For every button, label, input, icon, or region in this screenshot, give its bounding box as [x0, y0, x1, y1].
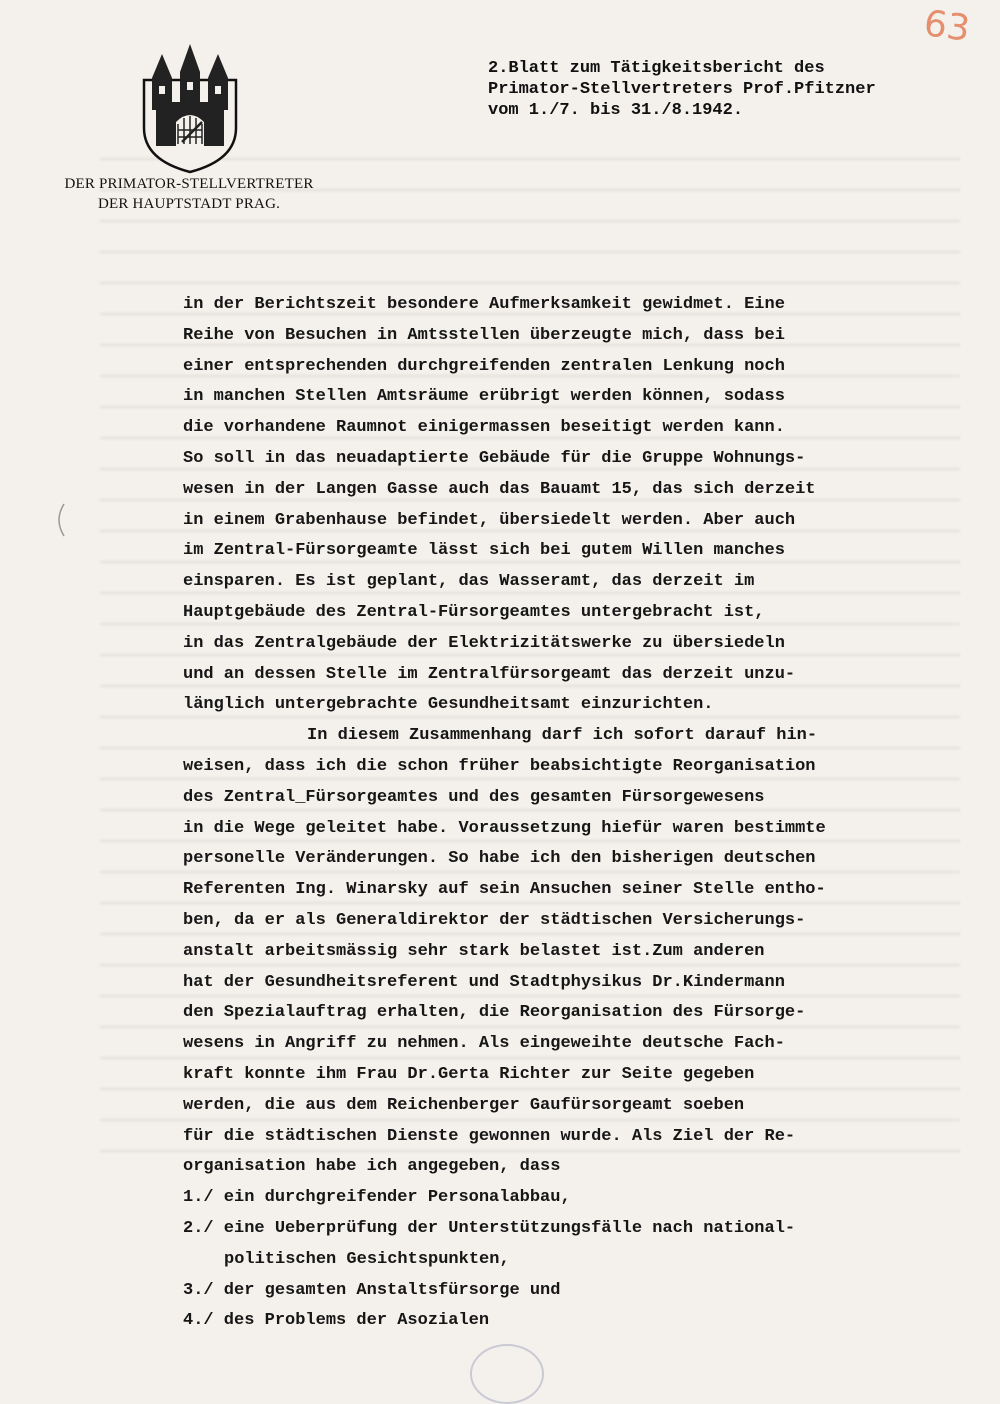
handwritten-page-number: 63 — [921, 3, 973, 50]
body-line: in das Zentralgebäude der Elektrizitätswerke zu übersiedeln — [183, 633, 785, 653]
margin-mark-icon — [50, 500, 70, 540]
header-line-3: vom 1./7. bis 31./8.1942. — [488, 101, 744, 120]
body-line: kraft konnte ihm Frau Dr.Gerta Richter zur Seite gegeben — [183, 1064, 755, 1084]
body-line: in der Berichtszeit besondere Aufmerksamkeit gewidmet. Eine — [183, 295, 785, 314]
paragraph-start-line: In diesem Zusammenhang darf ich sofort darauf hin- — [307, 726, 818, 746]
list-item-continuation: politischen Gesichtspunkten, — [224, 1249, 510, 1269]
body-line: wesen in der Langen Gasse auch das Bauamt 15, das sich derzeit — [183, 479, 816, 499]
header-line-2: Primator-Stellvertreters Prof.Pfitzner — [488, 80, 876, 99]
prague-coat-of-arms-icon — [138, 40, 242, 174]
body-line: Hauptgebäude des Zentral-Fürsorgeamtes untergebracht ist, — [183, 602, 765, 622]
body-line: Referenten Ing. Winarsky auf sein Ansuchen seiner Stelle entho- — [183, 880, 826, 900]
body-line: für die städtischen Dienste gewonnen wurde. Als Ziel der Re- — [183, 1126, 796, 1146]
body-line: ben, da er als Generaldirektor der städtischen Versicherungs- — [183, 910, 806, 930]
body-line: im Zentral-Fürsorgeamte lässt sich bei gutem Willen manches — [183, 541, 785, 561]
faint-stamp — [470, 1344, 544, 1404]
body-line: hat der Gesundheitsreferent und Stadtphysikus Dr.Kindermann — [183, 972, 785, 992]
authority-line-1: DER PRIMATOR-STELLVERTRETER — [64, 176, 314, 192]
header-line-1: 2.Blatt zum Tätigkeitsbericht des — [488, 59, 825, 78]
body-line: weisen, dass ich die schon früher beabsichtigte Reorganisation — [183, 756, 816, 776]
body-line: einer entsprechenden durchgreifenden zentralen Lenkung noch — [183, 356, 785, 376]
list-item: 2./ eine Ueberprüfung der Unterstützungsfälle nach national- — [183, 1218, 796, 1238]
body-line: in die Wege geleitet habe. Voraussetzung hiefür waren bestimmte — [183, 818, 826, 838]
body-line: Reihe von Besuchen in Amtsstellen überzeugte mich, dass bei — [183, 325, 785, 345]
body-line: länglich untergebrachte Gesundheitsamt einzurichten. — [183, 695, 714, 715]
body-line: und an dessen Stelle im Zentralfürsorgeamt das derzeit unzu- — [183, 664, 796, 684]
report-body — [183, 290, 963, 1337]
body-line: einsparen. Es ist geplant, das Wasseramt, das derzeit im — [183, 572, 755, 592]
body-line: werden, die aus dem Reichenberger Gaufürsorgeamt soeben — [183, 1095, 745, 1115]
issuing-authority — [30, 174, 348, 214]
list-item: 4./ des Problems der Asozialen — [183, 1311, 490, 1331]
list-item: 3./ der gesamten Anstaltsfürsorge und — [183, 1280, 561, 1300]
body-line: personelle Veränderungen. So habe ich den bisherigen deutschen — [183, 849, 816, 869]
report-header — [488, 58, 876, 121]
body-line: anstalt arbeitsmässig sehr stark belastet ist.Zum anderen — [183, 941, 765, 961]
body-line: wesens in Angriff zu nehmen. Als eingeweihte deutsche Fach- — [183, 1034, 785, 1054]
body-line: So soll in das neuadaptierte Gebäude für die Gruppe Wohnungs- — [183, 448, 806, 468]
list-item: 1./ ein durchgreifender Personalabbau, — [183, 1188, 571, 1208]
body-line: den Spezialauftrag erhalten, die Reorganisation des Fürsorge- — [183, 1003, 806, 1023]
body-line: die vorhandene Raumnot einigermassen beseitigt werden kann. — [183, 418, 785, 438]
body-line: organisation habe ich angegeben, dass — [183, 1157, 561, 1177]
body-line: des Zentral_Fürsorgeamtes und des gesamten Fürsorgewesens — [183, 787, 765, 807]
authority-line-2: DER HAUPTSTADT PRAG. — [97, 196, 281, 212]
body-line: in manchen Stellen Amtsräume erübrigt werden können, sodass — [183, 387, 785, 407]
body-line: in einem Grabenhause befindet, übersiedelt werden. Aber auch — [183, 510, 796, 530]
